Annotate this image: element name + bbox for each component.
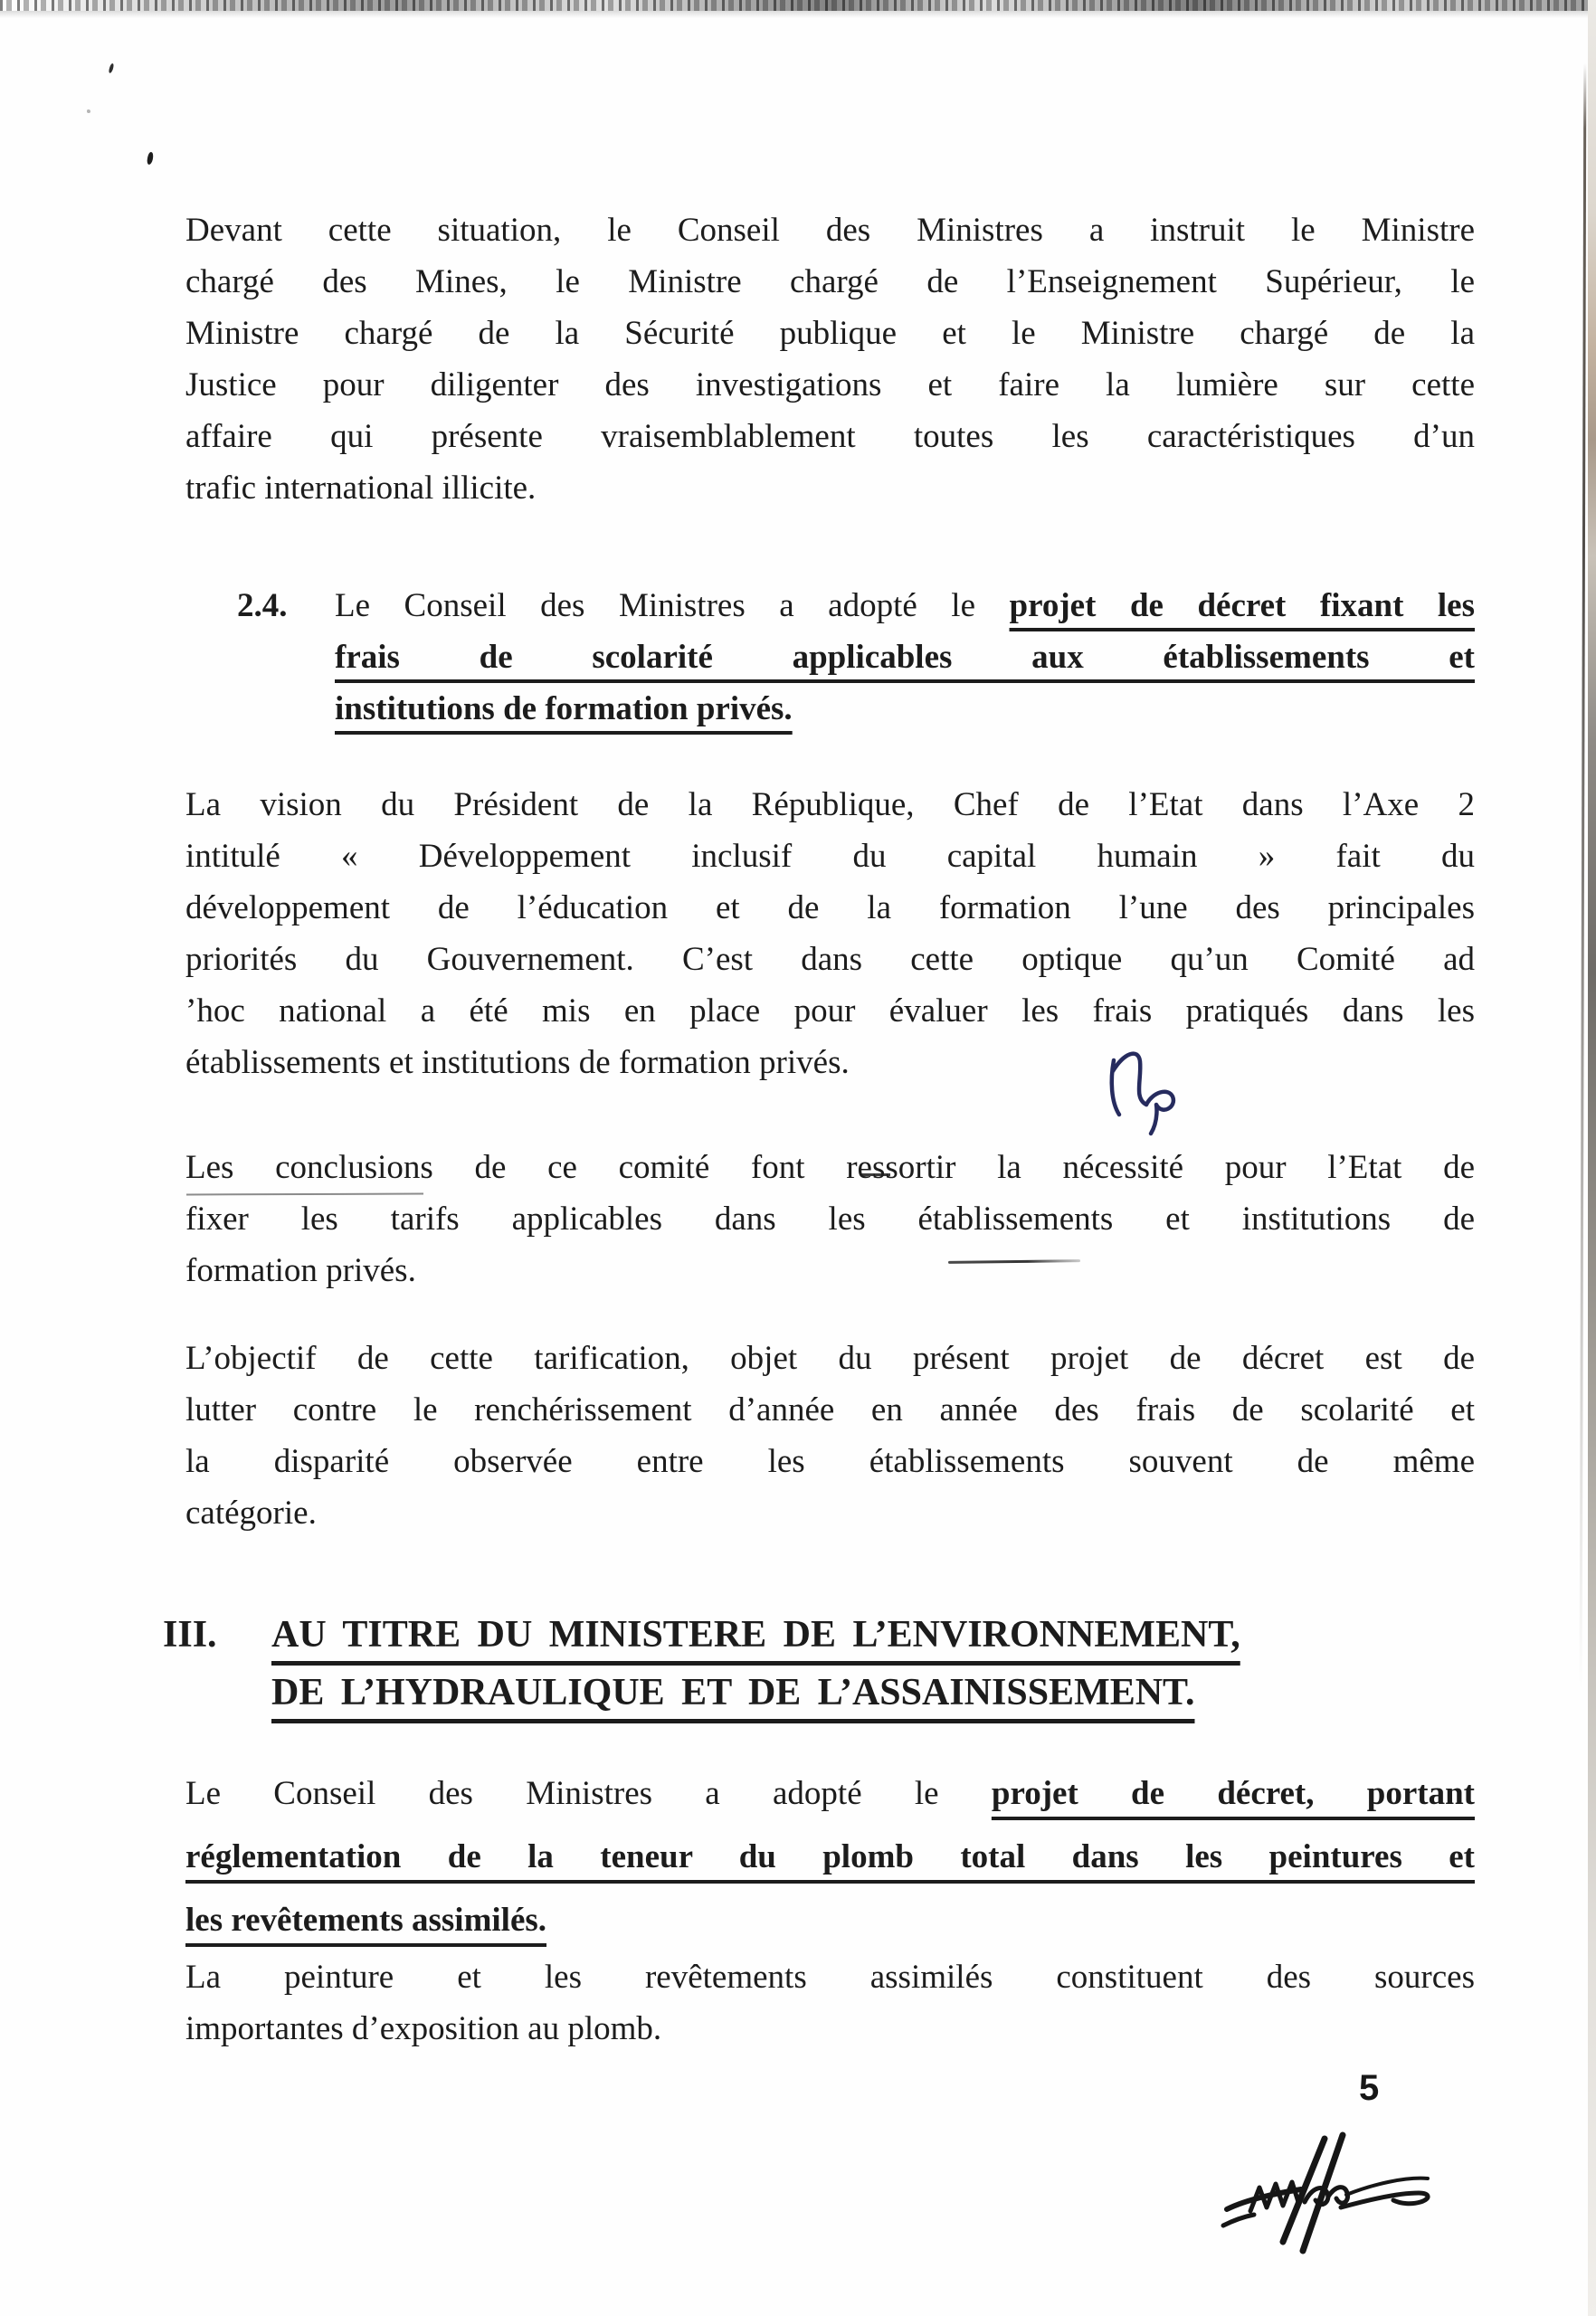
underlined-decree-title: les revêtements assimilés. bbox=[185, 1902, 547, 1939]
handwritten-signature bbox=[1214, 2131, 1440, 2276]
text-line: chargé des Mines, le Ministre chargé de l’Enseignement Supérieur, le bbox=[185, 263, 1475, 300]
text-line: affaire qui présente vraisemblablement toutes les caractéristiques d’un bbox=[185, 418, 1475, 455]
text-line bbox=[185, 1826, 1475, 1889]
text-line bbox=[335, 580, 1475, 631]
text-line: trafic international illicite. bbox=[185, 470, 537, 507]
text-line: la disparité observée entre les établissements souvent de même bbox=[185, 1443, 1475, 1480]
ink-speck bbox=[147, 152, 155, 166]
paragraph-vision bbox=[185, 779, 1475, 1088]
handwritten-initials bbox=[1102, 1042, 1203, 1138]
text-line bbox=[185, 1889, 1475, 1952]
paragraph-objectif bbox=[185, 1333, 1475, 1539]
text-line: Ministre chargé de la Sécurité publique et le Ministre chargé de la bbox=[185, 315, 1475, 352]
underlined-decree-title: frais de scolarité applicables aux établissements et bbox=[335, 639, 1475, 676]
underlined-decree-title: projet de décret fixant les bbox=[1009, 587, 1475, 624]
paragraph-devant-situation bbox=[185, 204, 1475, 514]
page-edge-line-artifact bbox=[1580, 63, 1587, 1692]
text-line: formation privés. bbox=[185, 1252, 416, 1289]
section-number: 2.4. bbox=[237, 587, 288, 624]
heading-line bbox=[271, 1664, 1488, 1722]
text-line: développement de l’éducation et de la formation l’une des principales bbox=[185, 889, 1475, 926]
text-line: fixer les tarifs applicables dans les établissements et institutions de bbox=[185, 1201, 1475, 1238]
scan-top-band-artifact bbox=[0, 0, 1596, 11]
underlined-decree-title: projet de décret, portant bbox=[991, 1775, 1475, 1812]
ink-speck bbox=[108, 63, 114, 74]
heading-ministere-environnement bbox=[271, 1606, 1488, 1722]
paragraph-conclusions bbox=[185, 1142, 1475, 1296]
underlined-heading: DE L’HYDRAULIQUE ET DE L’ASSAINISSEMENT. bbox=[271, 1672, 1195, 1713]
heading-line bbox=[271, 1606, 1488, 1664]
text-line: intitulé « Développement inclusif du capital humain » fait du bbox=[185, 838, 1475, 875]
text-run: Le Conseil des Ministres a adopté le bbox=[185, 1775, 992, 1812]
text-line: L’objectif de cette tarification, objet du présent projet de décret est de bbox=[185, 1340, 1475, 1377]
paragraph-decret-plomb bbox=[185, 1762, 1475, 1952]
scan-top-fade-artifact bbox=[0, 11, 1596, 18]
text-line: Les conclusions de ce comité font ressortir la nécessité pour l’Etat de bbox=[185, 1149, 1475, 1186]
text-line bbox=[335, 683, 1475, 735]
section-2-4 bbox=[335, 580, 1475, 735]
paragraph-peinture bbox=[185, 1951, 1475, 2055]
text-line bbox=[335, 631, 1475, 683]
text-line: lutter contre le renchérissement d’année en année des frais de scolarité et bbox=[185, 1391, 1475, 1429]
text-line: priorités du Gouvernement. C’est dans cette optique qu’un Comité ad bbox=[185, 941, 1475, 978]
text-line: Devant cette situation, le Conseil des Ministres a instruit le Ministre bbox=[185, 212, 1475, 249]
underlined-decree-title: institutions de formation privés. bbox=[335, 690, 793, 727]
text-line: Justice pour diligenter des investigations et faire la lumière sur cette bbox=[185, 366, 1475, 403]
text-line: ’hoc national a été mis en place pour évaluer les frais pratiqués dans les bbox=[185, 992, 1475, 1030]
text-line bbox=[185, 1762, 1475, 1826]
underlined-decree-title: réglementation de la teneur du plomb total dans les peintures et bbox=[185, 1838, 1475, 1875]
text-line: catégorie. bbox=[185, 1495, 317, 1532]
text-line: importantes d’exposition au plomb. bbox=[185, 2010, 662, 2047]
page-right-edge-artifact bbox=[1588, 0, 1596, 2316]
text-line: établissements et institutions de formation privés. bbox=[185, 1044, 850, 1081]
text-line: La vision du Président de la République, Chef de l’Etat dans l’Axe 2 bbox=[185, 786, 1475, 823]
heading-number: III. bbox=[163, 1614, 217, 1656]
page-number: 5 bbox=[1359, 2068, 1380, 2108]
text-line: La peinture et les revêtements assimilés constituent des sources bbox=[185, 1959, 1475, 1996]
text-run: Le Conseil des Ministres a adopté le bbox=[335, 587, 1010, 624]
ink-speck bbox=[87, 109, 90, 113]
underlined-heading: AU TITRE DU MINISTERE DE L’ENVIRONNEMENT, bbox=[271, 1614, 1240, 1656]
